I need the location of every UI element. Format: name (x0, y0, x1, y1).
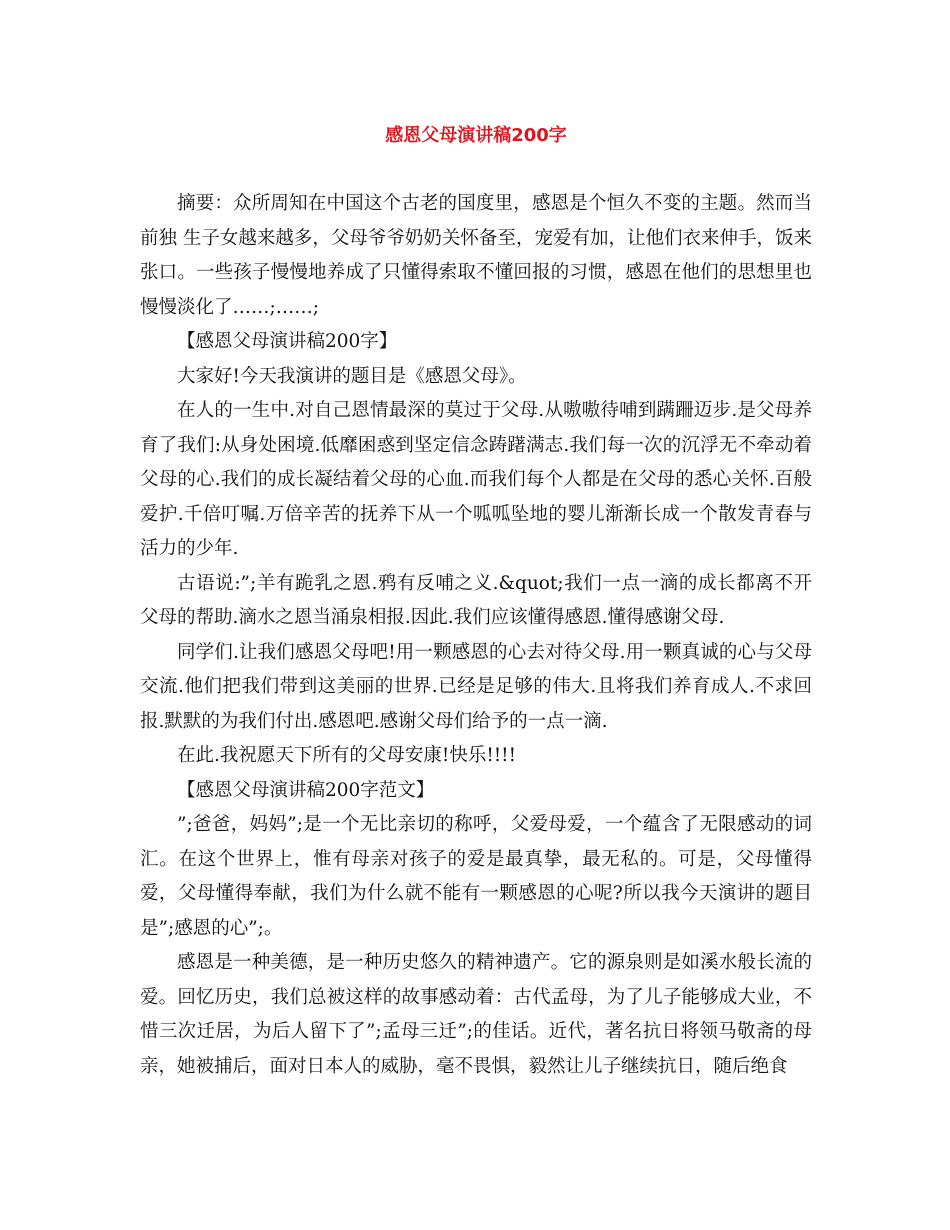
body-paragraph: 在此.我祝愿天下所有的父母安康!快乐!!!! (177, 745, 517, 766)
body-paragraph: 大家好!今天我演讲的题目是《感恩父母》。 (177, 365, 527, 387)
body-paragraph: 同学们.让我们感恩父母吧!用一颗感恩的心去对待父母.用一颗真诚的心与父母交流.他们把我们带到这美丽的世界.已经是足够的伟大.且将我们养育成人.不求回报.默默的为我们付出.感恩吧.感谢父母们给予的一点一滴. (140, 641, 812, 732)
abstract-paragraph: 摘要：众所周知在中国这个古老的国度里，感恩是个恒久不变的主题。然而当前独 生子女越来越多，父母爷爷奶奶关怀备至，宠爱有加，让他们衣来伸手，饭来张口。一些孩子慢慢地养成了只懂得索取不懂回报的习惯，感恩在他们的思想里也 慢慢淡化了……;……; (140, 193, 812, 318)
page-title: 感恩父母演讲稿200字 (385, 125, 567, 146)
body-paragraph: 在人的一生中.对自己恩情最深的莫过于父母.从嗷嗷待哺到蹒跚迈步.是父母养育了我们:从身处困境.低靡困惑到坚定信念踌躇满志.我们每一次的沉浮无不牵动着父母的心.我们的成长凝结着父母的心血.而我们每个人都是在父母的悉心关怀.百般爱护.千倍叮嘱.万倍辛苦的抚养下从一个呱呱坠地的婴儿渐渐长成一个散发青春与活力的少年. (140, 400, 812, 559)
document-body (140, 187, 812, 1084)
section-heading: 【感恩父母演讲稿200字范文】 (177, 779, 435, 801)
section-heading: 【感恩父母演讲稿200字】 (177, 331, 398, 352)
body-paragraph: 古语说:”;羊有跪乳之恩.鸦有反哺之义.&quot;我们一点一滴的成长都离不开父母的帮助.滴水之恩当涌泉相报.因此.我们应该懂得感恩.懂得感谢父母. (140, 572, 812, 628)
body-paragraph: 感恩是一种美德，是一种历史悠久的精神遗产。它的源泉则是如溪水般长流的爱。回忆历史，我们总被这样的故事感动着：古代孟母，为了儿子能够成大业，不惜三次迁居，为后人留下了”;孟母三迁”;的佳话。近代，著名抗日将领马敬斋的母亲，她被捕后，面对日本人的威胁，毫不畏惧，毅然让儿子继续抗日，随后绝食 (140, 952, 812, 1077)
body-paragraph: ”;爸爸，妈妈”;是一个无比亲切的称呼，父爱母爱，一个蕴含了无限感动的词汇。在这个世界上，惟有母亲对孩子的爱是最真挚，最无私的。可是，父母懂得爱，父母懂得奉献，我们为什么就不能有一颗感恩的心呢?所以我今天演讲的题目是”;感恩的心”;。 (140, 814, 812, 939)
